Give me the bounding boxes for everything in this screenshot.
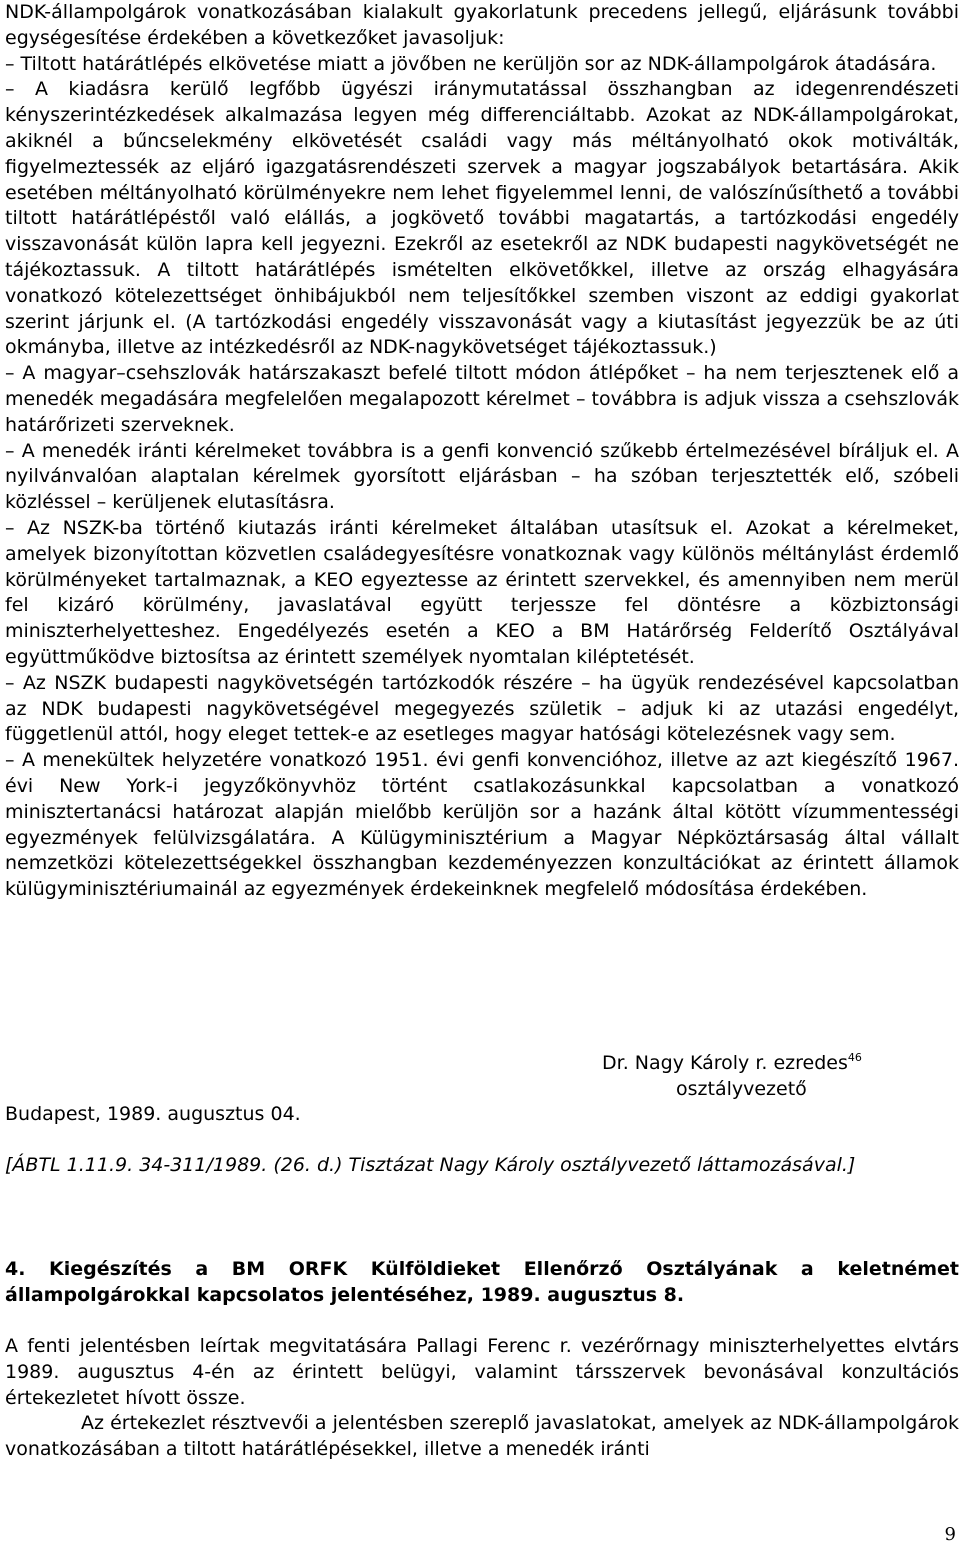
signature-title: osztályvezető <box>676 1077 807 1100</box>
proposal-item-border-return: – A magyar–csehszlovák határszakaszt befelé tiltott módon átlépőket – ha nem terjesztenek elő a menedék megadására megfelelően megalapozott kérelmet – továbbra is adjuk vissza a csehszlovák határőrizeti szerveknek. <box>5 362 959 436</box>
proposal-item-exit-requests: – Az NSZK-ba történő kiutazás iránti kérelmeket általában utasítsuk el. Azokat a kérelmeket, amelyek bizonyítottan közvetlen családegyesítésre vonatkoznak vagy különös méltánylást érdemlő körülményeket tartalmaznak, a KEO egyeztesse az érintett szervekkel, és amennyiben nem merül fel kizáró körülmény, javaslatával együtt terjessze fel döntésre a közbiztonsági miniszterhelyetteshez. Engedélyezés esetén a KEO a BM Határőrség Felderítő Osztályával együttműködve biztosítsa az érintett személyek nyomtalan kiléptetését. <box>5 516 959 668</box>
date-place: Budapest, 1989. augusztus 04. <box>5 1103 301 1125</box>
signature-block <box>602 1051 932 1103</box>
archive-reference: [ÁBTL 1.11.9. 34-311/1989. (26. d.) Tisztázat Nagy Károly osztályvezető láttamozásával.] <box>5 1154 856 1176</box>
proposal-item-enforcement: – A kiadásra kerülő legfőbb ügyészi iránymutatással összhangban az idegenrendészeti kényszerintézkedések alkalmazása legyen még differenciáltabb. Azokat az NDK-állampolgárokat, akiknél a bűncselekmény elkövetését családi vagy más méltányolható okok motiválták, figyelmeztessék az eljáró igazgatásrendészeti szervek a magyar jogszabályok betartására. Akik esetében méltányolható körülményekre nem lehet figyelemmel lenni, de valószínűsíthető a további tiltott határátlépéstől való elállás, a jogkövető további magatartás, a tartózkodási engedély visszavonását külön lapra kell jegyezni. Ezekről az esetekről az NDK budapesti nagykövetségét ne tájékoztassuk. A tiltott határátlépés ismételten elkövetőkkel, illetve az ország elhagyására vonatkozó kötelezettséget önhibájukból nem teljesítőkkel szemben viszont az eddigi gyakorlat szerint járjunk el. (A tartózkodási engedély visszavonását vagy a kiutasítást jegyezzük be az úti okmányba, illetve az intézkedésről az NDK-nagykövetséget tájékoztassuk.) <box>5 78 959 359</box>
paragraph-intro: NDK-állampolgárok vonatkozásában kialakult gyakorlatunk precedens jellegű, eljárásunk további egységesítése érdekében a következőket javasoljuk: <box>5 1 959 49</box>
section-paragraph: Az értekezlet résztvevői a jelentésben szereplő javaslatokat, amelyek az NDK-állampolgárok vonatkozásában a tiltott határátlépésekkel, illetve a menedék iránti <box>5 1412 959 1461</box>
proposal-item-embassy: – Az NSZK budapesti nagykövetségén tartózkodók részére – ha ügyük rendezésével kapcsolatban az NDK budapesti nagykövetségével megegyezés születik – adjuk ki az utazási engedélyt, függetlenül attól, hogy eleget tettek-e az esetleges magyar hatósági kötelezésnek vagy sem. <box>5 671 959 746</box>
proposal-item-no-handover: – Tiltott határátlépés elkövetése miatt a jövőben ne kerüljön sor az NDK-állampolgárok átadására. <box>5 52 937 75</box>
section-heading: 4. Kiegészítés a BM ORFK Külföldieket Ellenőrző Osztályának a keletnémet állampolgárokkal kapcsolatos jelentéséhez, 1989. augusztus 8. <box>5 1258 959 1306</box>
signature-name-line <box>602 1051 932 1077</box>
page-number: 9 <box>944 1524 956 1545</box>
signature-name: Dr. Nagy Károly r. ezredes <box>602 1052 848 1074</box>
section-paragraph: A fenti jelentésben leírtak megvitatására Pallagi Ferenc r. vezérőrnagy miniszterhelyettes elvtárs 1989. augusztus 4-én az érintett belügyi, valamint társszervek bevonásával konzultációs értekezletet hívott össze. <box>5 1335 959 1409</box>
section-body <box>5 1334 959 1463</box>
proposal-item-geneva: – A menekültek helyzetére vonatkozó 1951. évi genfi konvencióhoz, illetve az azt kiegészítő 1967. évi New York-i jegyzőkönyvhöz történt csatlakozásunkkal kapcsolatban a vonatkozó minisztertanácsi határozat alapján mielőbb kerüljön sor a hazánk által kötött vízummentességi egyezmények felülvizsgálatára. A Külügyminisztérium a Magyar Népköztársaság által vállalt nemzetközi kötelezettségekkel összhangban kezdeményezzen konzultációkat az érintett államok külügyminisztériumainál az egyezmények érdekeinknek megfelelő módosítása érdekében. <box>5 749 959 901</box>
document-body <box>5 0 959 903</box>
proposal-item-asylum: – A menedék iránti kérelmeket továbbra is a genfi konvenció szűkebb értelmezésével bíráljuk el. A nyilvánvalóan alaptalan kérelmek gyorsított eljárásban – ha szóban terjesztették elő, szóbeli közléssel – kerüljenek elutasításra. <box>5 439 959 514</box>
footnote-reference: 46 <box>847 1051 862 1064</box>
